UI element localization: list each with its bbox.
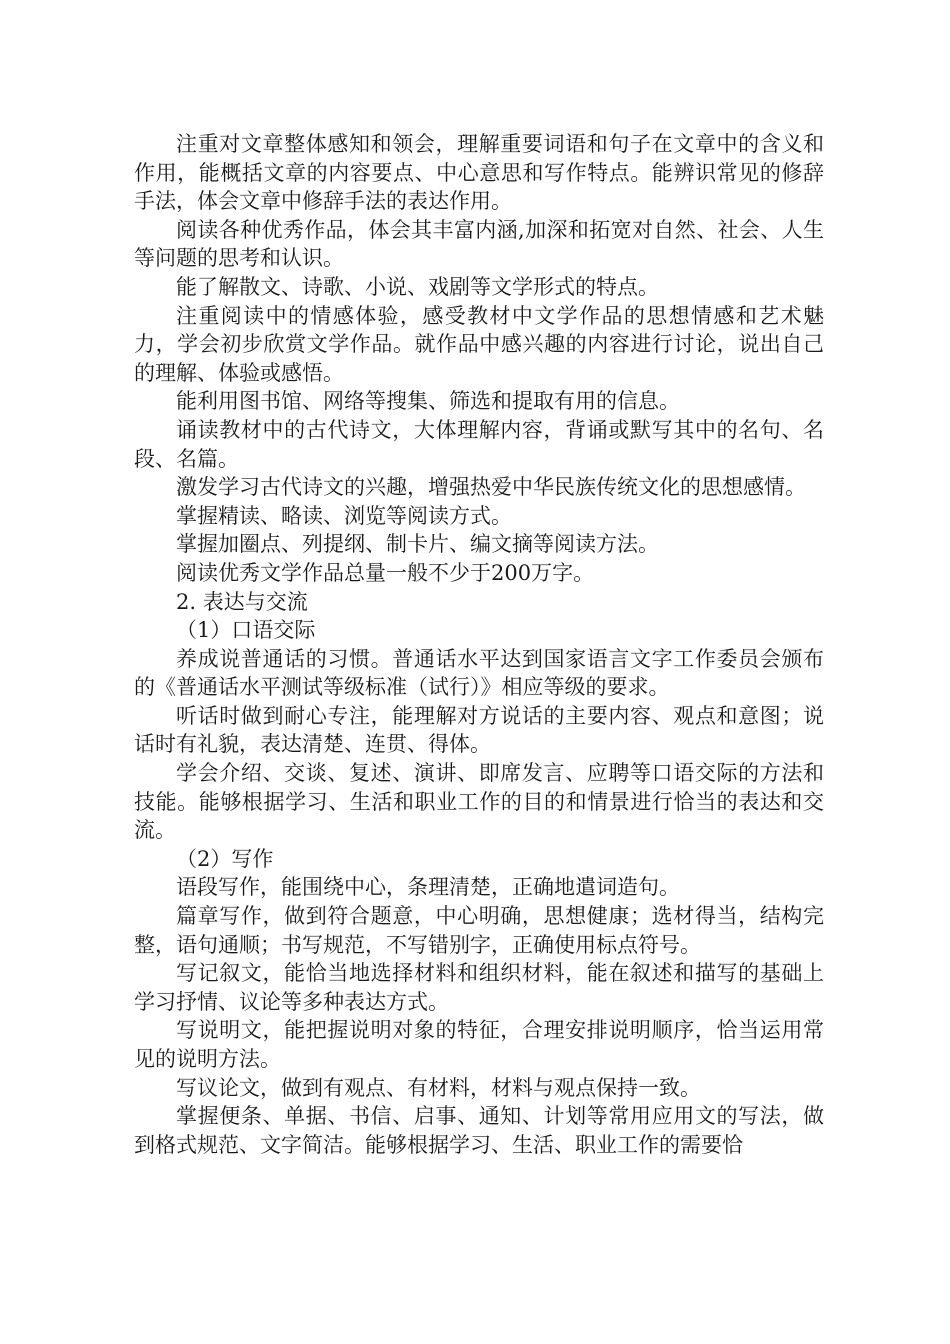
document-page xyxy=(134,130,824,1159)
reading-paragraph: 掌握精读、略读、浏览等阅读方式。 xyxy=(176,503,512,528)
writing-paragraph: 篇章写作，做到符合题意，中心明确，思想健康；选材得当，结构完整，语句通顺；书写规范，不写错别字，正确使用标点符号。 xyxy=(134,904,824,957)
section-heading: 2. 表达与交流 xyxy=(176,589,308,614)
oral-paragraph: 学会介绍、交谈、复述、演讲、即席发言、应聘等口语交际的方法和技能。能够根据学习、生活和职业工作的目的和情景进行恰当的表达和交流。 xyxy=(134,761,824,843)
writing-paragraph: 写记叙文，能恰当地选择材料和组织材料，能在叙述和描写的基础上学习抒情、议论等多种表达方式。 xyxy=(134,961,824,1014)
writing-paragraph: 语段写作，能围绕中心，条理清楚，正确地遣词造句。 xyxy=(176,875,680,900)
writing-paragraph: 写说明文，能把握说明对象的特征，合理安排说明顺序，恰当运用常见的说明方法。 xyxy=(134,1018,824,1071)
reading-paragraph: 掌握加圈点、列提纲、制卡片、编文摘等阅读方法。 xyxy=(176,532,659,557)
reading-paragraph: 阅读优秀文学作品总量一般不少于200万字。 xyxy=(176,560,595,585)
oral-paragraph: 听话时做到耐心专注，能理解对方说话的主要内容、观点和意图；说话时有礼貌，表达清楚、连贯、得体。 xyxy=(134,703,824,757)
reading-paragraph: 注重阅读中的情感体验，感受教材中文学作品的思想情感和艺术魅力，学会初步欣赏文学作品。就作品中感兴趣的内容进行讨论，说出自己的理解、体验或感悟。 xyxy=(134,303,824,385)
writing-paragraph: 掌握便条、单据、书信、启事、通知、计划等常用应用文的写法，做到格式规范、文字简洁。能够根据学习、生活、职业工作的需要恰 xyxy=(134,1104,824,1157)
reading-paragraph: 注重对文章整体感知和领会，理解重要词语和句子在文章中的含义和作用，能概括文章的内容要点、中心意思和写作特点。能辨识常见的修辞手法，体会文章中修辞手法的表达作用。 xyxy=(134,132,824,214)
reading-paragraph: 能了解散文、诗歌、小说、戏剧等文学形式的特点。 xyxy=(176,274,659,299)
oral-communication-heading: （1）口语交际 xyxy=(176,618,316,643)
oral-paragraph: 养成说普通话的习惯。普通话水平达到国家语言文字工作委员会颁布的《普通话水平测试等级标准（试行）》相应等级的要求。 xyxy=(134,646,824,700)
reading-paragraph: 激发学习古代诗文的兴趣，增强热爱中华民族传统文化的思想感情。 xyxy=(176,475,806,500)
reading-paragraph: 诵读教材中的古代诗文，大体理解内容，背诵或默写其中的名句、名段、名篇。 xyxy=(134,417,824,471)
reading-paragraph: 能利用图书馆、网络等搜集、筛选和提取有用的信息。 xyxy=(176,389,680,414)
writing-heading: （2）写作 xyxy=(176,846,274,871)
reading-paragraph: 阅读各种优秀作品，体会其丰富内涵,加深和拓宽对自然、社会、人生等问题的思考和认识。 xyxy=(134,217,824,271)
writing-paragraph: 写议论文，做到有观点、有材料，材料与观点保持一致。 xyxy=(176,1075,701,1100)
